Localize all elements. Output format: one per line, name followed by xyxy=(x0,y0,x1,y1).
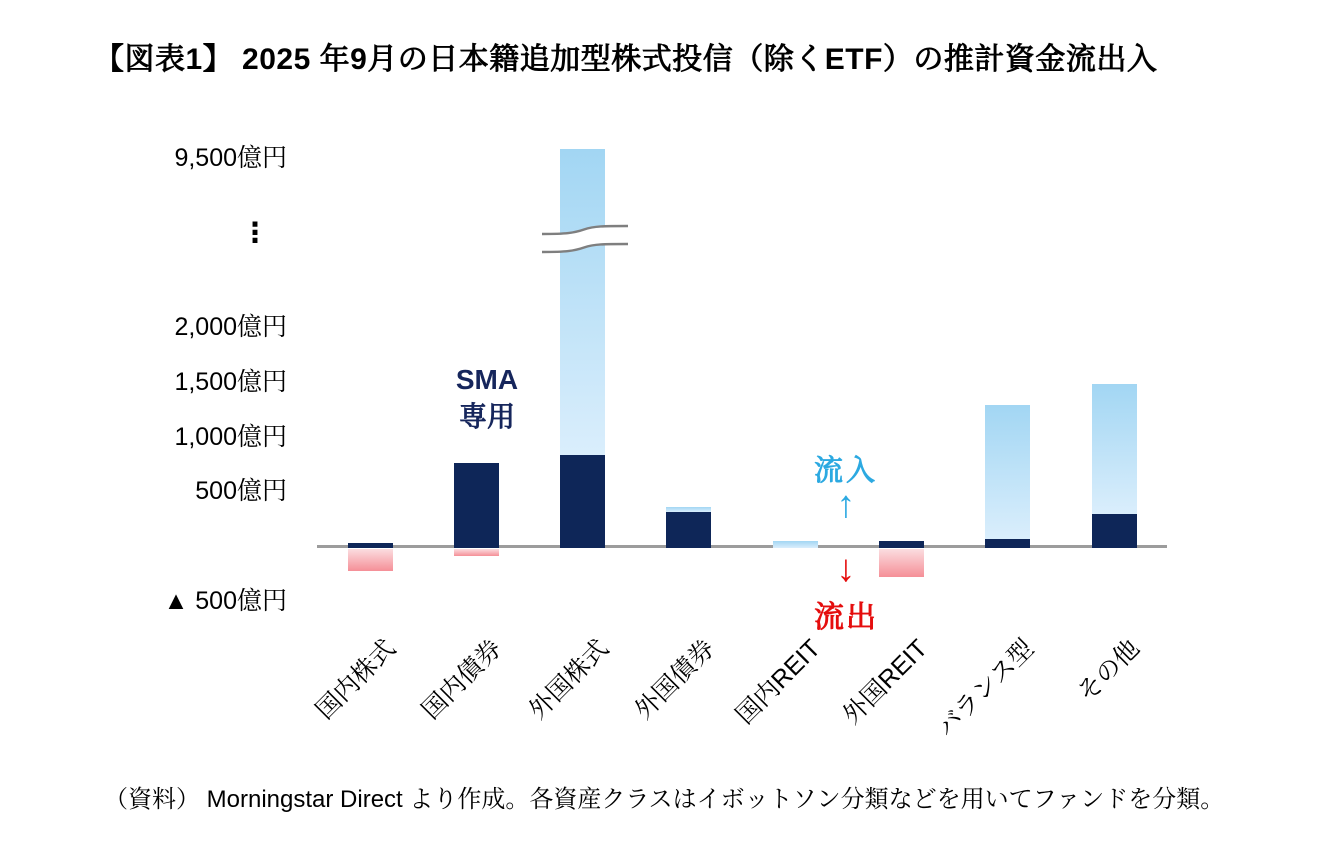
x-axis-label-国内REIT: 国内REIT xyxy=(730,634,827,730)
bar-segment-sma-外国REIT xyxy=(879,541,924,548)
bar-segment-sma-外国株式 xyxy=(560,455,605,548)
y-tick-label: ▲ 500億円 xyxy=(163,586,287,615)
inflow-up-arrow-icon: ↑ xyxy=(836,484,856,526)
sma-annotation-line1: SMA xyxy=(455,364,519,395)
x-axis-label-国内債券: 国内債券 xyxy=(416,634,508,725)
outflow-down-arrow-icon: ↓ xyxy=(836,548,856,590)
bar-segment-inflow-外国株式 xyxy=(560,149,605,455)
axis-break-squiggle xyxy=(542,221,628,261)
x-axis-label-その他: その他 xyxy=(1072,634,1146,708)
outflow-annotation: 流出 xyxy=(814,601,878,634)
y-tick-label: 1,000億円 xyxy=(174,422,287,451)
y-tick-label: 2,000億円 xyxy=(174,313,287,342)
x-axis-label-外国株式: 外国株式 xyxy=(523,634,614,725)
y-tick-label: 9,500億円 xyxy=(174,144,287,172)
y-tick-label: 500億円 xyxy=(195,477,287,506)
bar-segment-outflow-国内株式 xyxy=(348,549,393,571)
y-tick-label: 1,500億円 xyxy=(174,367,287,396)
y-axis-break-dots: ⋮ xyxy=(241,217,269,248)
bar-segment-sma-バランス型 xyxy=(985,539,1030,548)
sma-annotation xyxy=(443,361,531,435)
bar-segment-outflow-国内債券 xyxy=(454,549,499,556)
x-axis-label-国内株式: 国内株式 xyxy=(310,634,402,725)
sma-annotation-line2: 専用 xyxy=(458,401,515,432)
bar-segment-sma-国内株式 xyxy=(348,543,393,548)
bar-segment-inflow-国内REIT xyxy=(773,541,818,548)
bar-segment-inflow-バランス型 xyxy=(985,405,1030,540)
bar-segment-sma-国内債券 xyxy=(454,463,499,548)
x-axis-label-バランス型: バランス型 xyxy=(931,634,1039,742)
inflow-annotation: 流入 xyxy=(813,455,878,487)
source-note: （資料） Morningstar Direct より作成。各資産クラスはイボットソン分類などを用いてファンドを分類。 xyxy=(104,786,1225,813)
x-axis-label-外国債券: 外国債券 xyxy=(629,634,720,725)
bar-segment-sma-その他 xyxy=(1092,514,1137,548)
bar-segment-sma-外国債券 xyxy=(666,512,711,548)
x-axis-label-外国REIT: 外国REIT xyxy=(837,634,933,730)
chart-title: 【図表1】 2025 年9月の日本籍追加型株式投信（除くETF）の推計資金流出入 xyxy=(94,43,1158,76)
bar-segment-inflow-その他 xyxy=(1092,384,1137,514)
x-axis-line xyxy=(317,545,1167,548)
